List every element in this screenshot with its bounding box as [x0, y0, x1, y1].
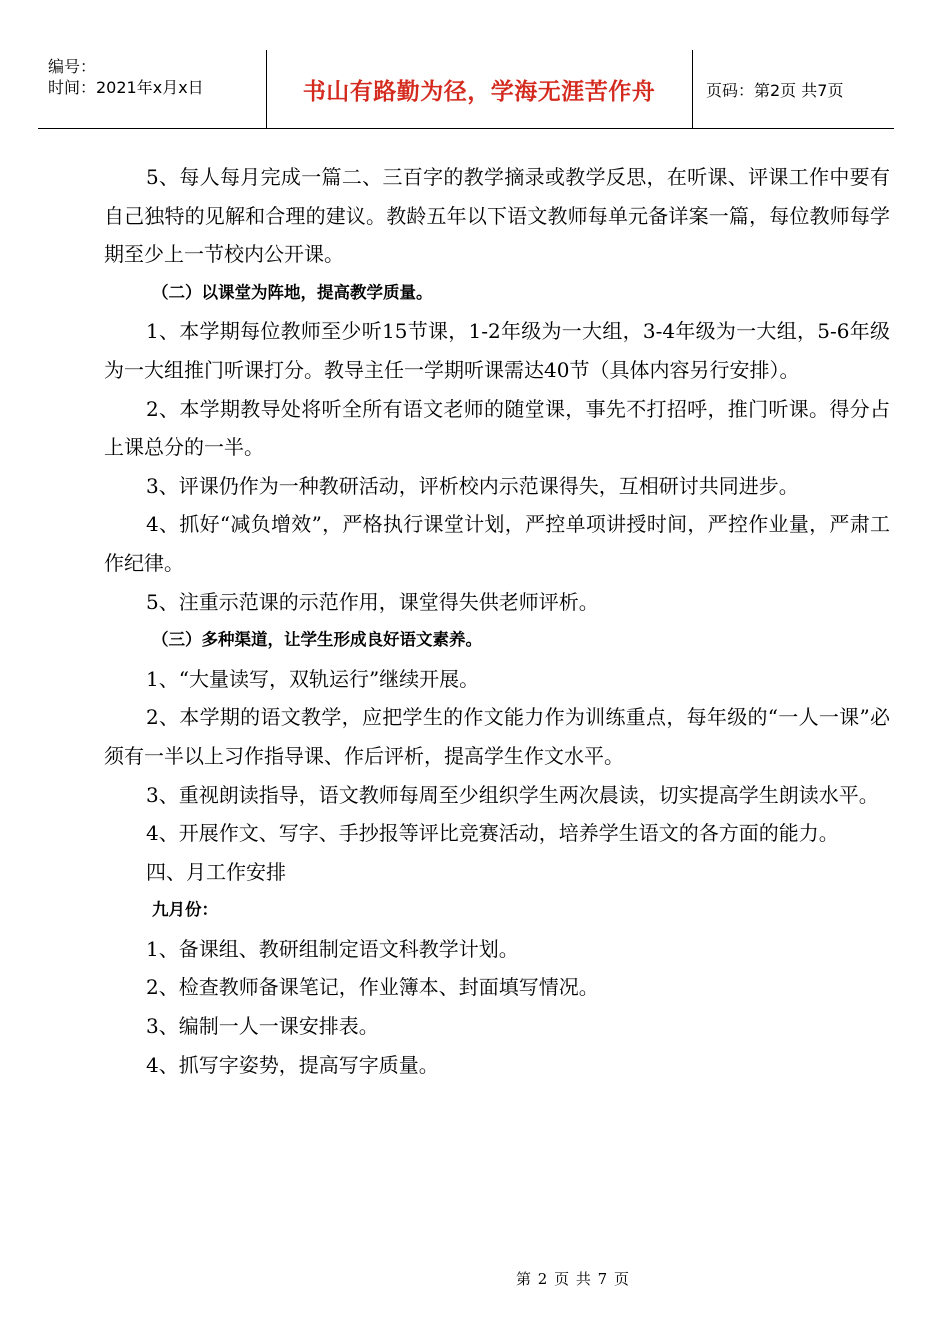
header-page-cell: [692, 50, 894, 128]
paragraph-item: 5、注重示范课的示范作用，课堂得失供老师评析。: [146, 589, 599, 614]
paragraph-item: 2、本学期教导处将听全所有语文老师的随堂课，事先不打招呼，推门听课。得分占上课总分的一半。: [104, 396, 890, 460]
subheading-classroom: （二）以课堂为阵地，提高教学质量。: [152, 282, 433, 302]
paragraph-item: 4、抓好“减负增效”，严格执行课堂计划，严控单项讲授时间，严控作业量，严肃工作纪律。: [104, 512, 890, 575]
paragraph-item: 3、评课仍作为一种教研活动，评析校内示范课得失，互相研讨共同进步。: [146, 473, 799, 498]
header-motto: 书山有路勤为径，学海无涯苦作舟: [302, 78, 656, 105]
list-item: 1、备课组、教研组制定语文科教学计划。: [146, 936, 519, 961]
subheading-channels: （三）多种渠道，让学生形成良好语文素养。: [152, 630, 482, 650]
paragraph-item: 3、重视朗读指导，语文教师每周至少组织学生两次晨读，切实提高学生朗读水平。: [146, 782, 879, 807]
paragraph-item: 2、本学期的语文教学，应把学生的作文能力作为训练重点，每年级的“一人一课”必须有一半以上习作指导课、作后评析，提高学生作文水平。: [104, 705, 890, 768]
list-item: 3、编制一人一课安排表。: [146, 1014, 379, 1039]
page-footer: [0, 1268, 950, 1289]
paragraph-item: 4、开展作文、写字、手抄报等评比竞赛活动，培养学生语文的各方面的能力。: [146, 821, 839, 846]
document-body: [104, 158, 890, 1084]
document-number-label: 编号：: [48, 57, 97, 76]
list-item: 2、检查教师备课笔记，作业簿本、封面填写情况。: [146, 975, 599, 1000]
paragraph-item: 1、“大量读写，双轨运行”继续开展。: [146, 666, 480, 691]
paragraph-item: 1、本学期每位教师至少听15节课，1-2年级为一大组，3-4年级为一大组，5-6年级为一大组推门听课打分。教导主任一学期听课需达40节（具体内容另行安排）。: [104, 319, 890, 382]
page-header: [38, 50, 894, 129]
list-item: 4、抓写字姿势，提高写字质量。: [146, 1052, 439, 1077]
header-meta-cell: [38, 50, 267, 128]
document-time-label: 时间：2021年x月x日: [48, 78, 204, 97]
header-motto-cell: [266, 50, 693, 128]
header-page-info: 页码：第2页 共7页: [706, 80, 844, 100]
footer-page-number: 第 2 页 共 7 页: [516, 1270, 630, 1288]
section-heading-monthly-plan: 四、月工作安排: [146, 859, 286, 884]
paragraph-item-5: 5、每人每月完成一篇二、三百字的教学摘录或教学反思，在听课、评课工作中要有自己独特的见解和合理的建议。教龄五年以下语文教师每单元备详案一篇，每位教师每学期至少上一节校内公开课。: [104, 165, 890, 267]
month-heading-september: 九月份：: [152, 900, 218, 920]
